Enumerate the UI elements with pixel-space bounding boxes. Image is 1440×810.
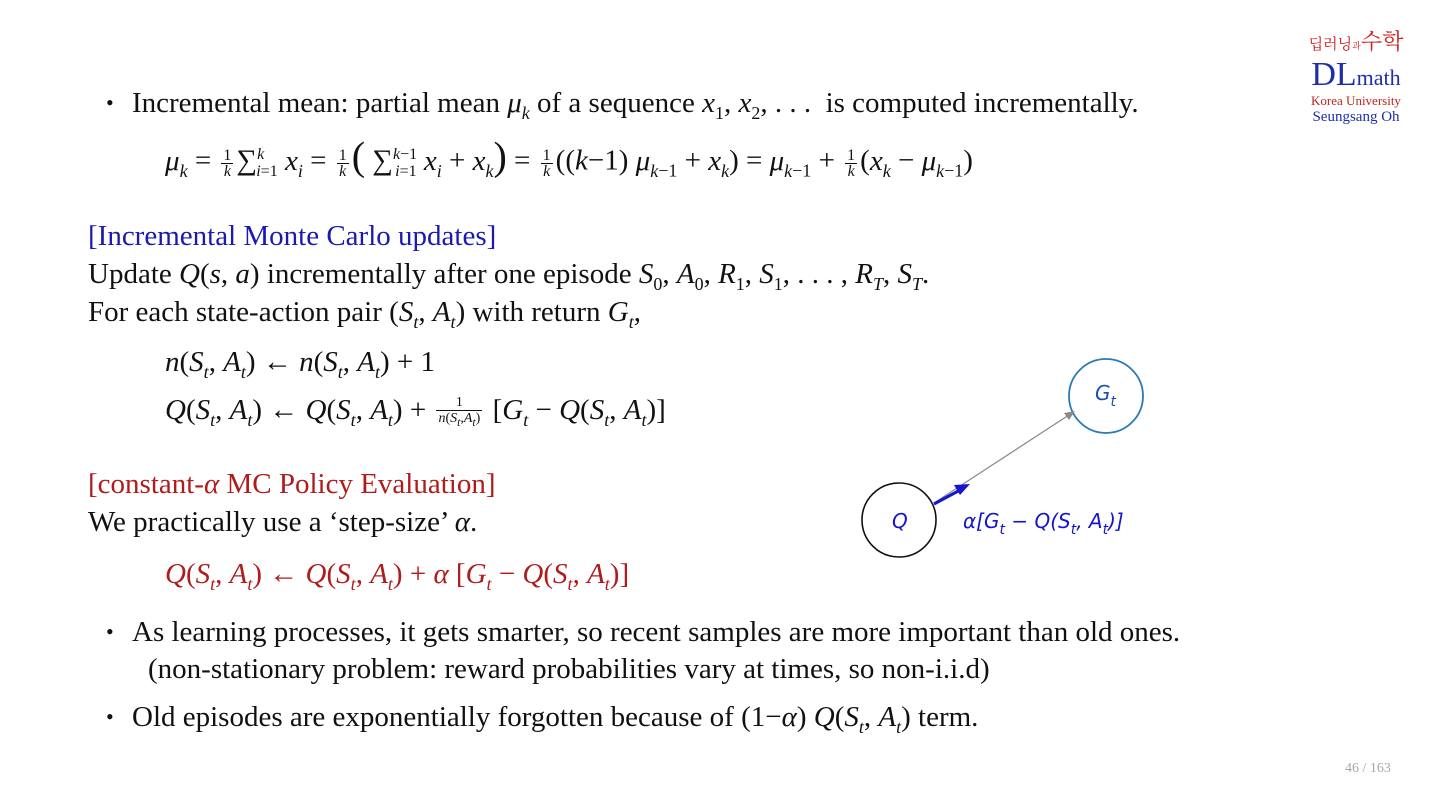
section2-line1: We practically use a ‘step-size’ α. — [88, 506, 478, 538]
logo-korean-title: 딥러닝과수학 — [1308, 30, 1404, 55]
connection-line — [934, 413, 1072, 503]
section1-line1: Update Q(s, a) incrementally after one episode $S_0$, $A_0$, $R_1$, $S_1$, . . . , $R_T$, $S_T$. — [88, 258, 930, 294]
bullet-recent-samples: As learning processes, it gets smarter, so recent samples are more important than old ones. — [132, 616, 1181, 648]
count-update-equation: $n(S_t$, $A_t$) ← $n(S_t$, $A_t) + 1$ — [165, 346, 436, 382]
step-arrow-label: $\alpha[G_t - Q(S_t$, $A_t$)] — [963, 509, 1124, 538]
section-heading-constant-alpha: [constant-α MC Policy Evaluation] — [88, 468, 496, 500]
bullet-exponential-forgetting: Old episodes are exponentially forgotten because of (1−α) $Q(S_t$, $A_t$) term. — [132, 701, 979, 737]
section1-line2: For each state-action pair ($S_t$, $A_t$) with return $G_t$, — [88, 296, 641, 332]
q-node-label: Q — [892, 509, 908, 533]
incremental-mean-equation: $\mu_k$ = $\frac{1}{k}$ ∑$^k_{i=1}$ $x_i$ = $\frac{1}{k}$ ( ∑$^{k-1}_{i=1}$ $x_i + x_k$) = $\frac{1}{k}$ ((k−1) $\mu_{k-1} + x_k) = \mu_{k-1}$ + $\frac{1}{k}$ $(x_k - \mu_{k-1})$ — [165, 133, 973, 181]
bullet-dot: • — [106, 704, 114, 729]
connection-arrowhead — [1064, 411, 1075, 420]
alpha-update-equation: $Q(S_t$, $A_t$) ← $Q(S_t$, $A_t) + \alpha$ [$G_t - Q(S_t$, $A_t$)] — [165, 558, 630, 594]
bullet-dot: • — [106, 619, 114, 644]
logo-author: Seungsang Oh — [1312, 109, 1400, 125]
g-node-label: $G_t$ — [1095, 381, 1116, 410]
logo — [1298, 30, 1414, 126]
bullet-non-stationary-note: (non-stationary problem: reward probabilities vary at times, so non-i.i.d) — [148, 653, 990, 685]
page-number: 46 / 163 — [1345, 761, 1391, 776]
logo-university: Korea University — [1311, 93, 1401, 108]
update-diagram — [850, 350, 1160, 570]
logo-dlmath: DLmath — [1311, 56, 1401, 93]
bullet-dot: • — [106, 90, 114, 115]
section-heading-incremental-mc: [Incremental Monte Carlo updates] — [88, 220, 497, 252]
bullet-incremental-mean: Incremental mean: partial mean $\mu_k$ of a sequence $x_1$, $x_2$, . . . is computed incrementally. — [132, 87, 1139, 123]
q-update-equation: $Q(S_t$, $A_t$) ← $Q(S_t$, $A_t$) + $\frac{1}{n(S_t,A_t)}$ [$G_t - Q(S_t$, $A_t$)] — [165, 394, 666, 430]
